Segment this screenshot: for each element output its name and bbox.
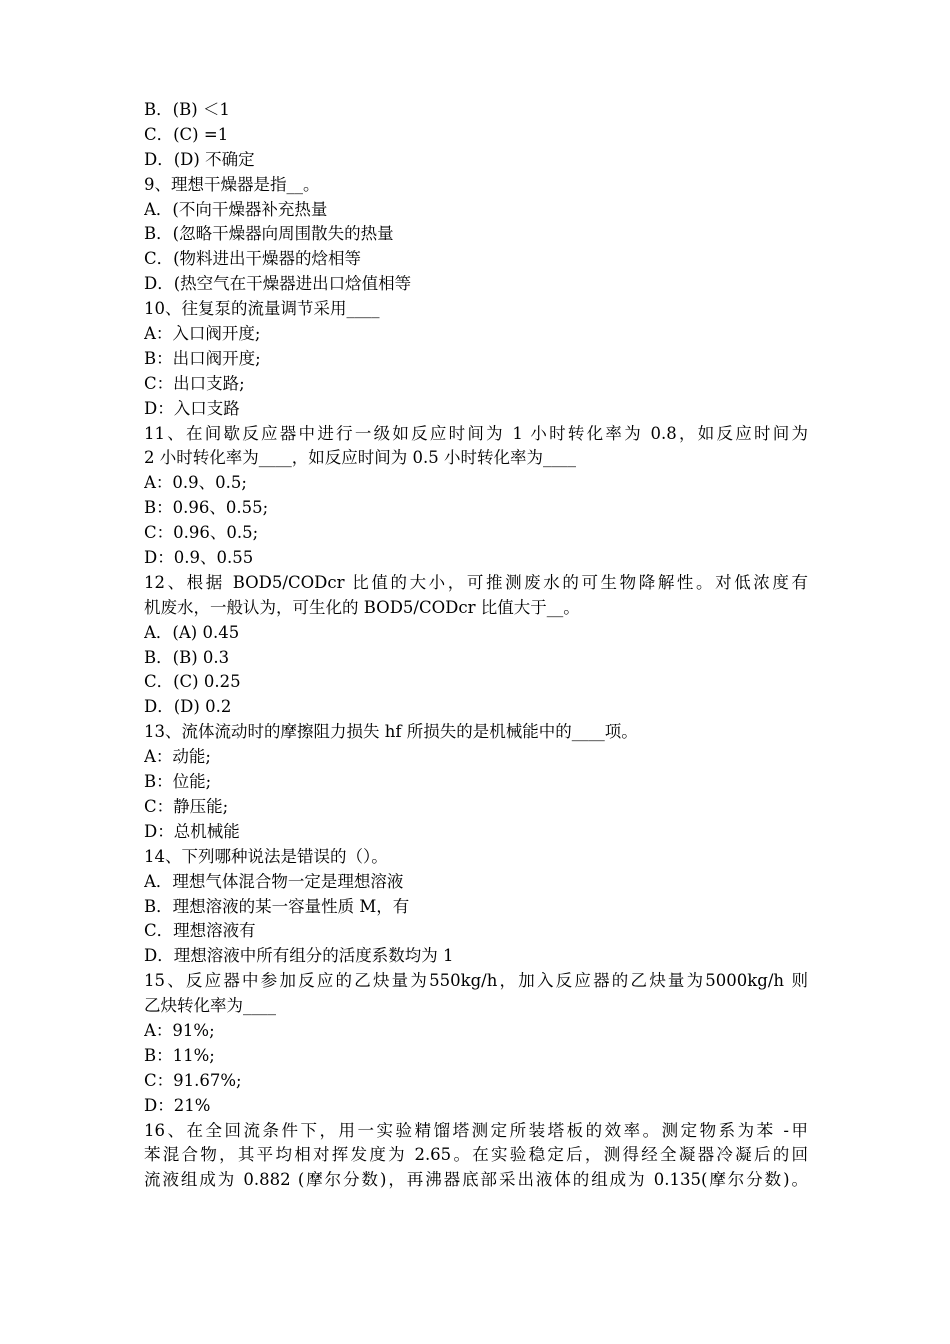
- text-line: B：出口阀开度;: [144, 348, 261, 368]
- text-line: 机废水，一般认为，可生化的 BOD5/CODcr 比值大于__。: [144, 597, 580, 617]
- text-line: 10、往复泵的流量调节采用____: [144, 299, 380, 319]
- text-line: C．理想溶液有: [144, 921, 256, 941]
- text-line: C：出口支路;: [144, 373, 245, 393]
- text-line: C：91.67%;: [144, 1070, 242, 1090]
- text-line: B．理想溶液的某一容量性质 M，有: [144, 896, 410, 916]
- text-line: D．理想溶液中所有组分的活度系数均为 1: [144, 946, 454, 966]
- text-line: A：0.9、0.5;: [144, 473, 247, 493]
- text-line: C：0.96、0.5;: [144, 523, 259, 543]
- text-line: B：位能;: [144, 772, 212, 792]
- text-line: 9、理想干燥器是指__。: [144, 174, 320, 194]
- text-line: 15、反应器中参加反应的乙炔量为550kg/h，加入反应器的乙炔量为5000kg/h 则: [144, 971, 808, 991]
- text-line: A：动能;: [144, 747, 211, 767]
- text-line: B．(B) ＜1: [144, 100, 230, 119]
- text-line: C：静压能;: [144, 796, 229, 816]
- document-page: [144, 98, 808, 1193]
- text-line: C．(C) =1: [144, 124, 229, 144]
- text-line: A．(不向干燥器补充热量: [144, 199, 328, 219]
- text-line: A：入口阀开度;: [144, 324, 261, 344]
- text-line: D：0.9、0.55: [144, 548, 254, 568]
- text-line: A．(A) 0.45: [144, 622, 240, 642]
- text-line: D．(D) 不确定: [144, 149, 255, 169]
- text-line: D：入口支路: [144, 398, 240, 418]
- text-line: B．(B) 0.3: [144, 647, 230, 667]
- text-line: 13、流体流动时的摩擦阻力损失 hf 所损失的是机械能中的____项。: [144, 722, 638, 742]
- text-line: D．(热空气在干燥器进出口焓值相等: [144, 274, 412, 294]
- text-line: C．(物料进出干燥器的焓相等: [144, 249, 362, 269]
- text-line: 苯混合物，其平均相对挥发度为 2.65。在实验稳定后，测得经全凝器冷凝后的回: [144, 1145, 808, 1165]
- text-line: D：总机械能: [144, 821, 240, 841]
- text-line: 16、在全回流条件下，用一实验精馏塔测定所装塔板的效率。测定物系为苯 -甲: [144, 1120, 808, 1140]
- text-line: B：0.96、0.55;: [144, 498, 269, 518]
- text-line: C．(C) 0.25: [144, 672, 241, 692]
- text-line: A：91%;: [144, 1020, 215, 1040]
- text-line: 流液组成为 0.882 (摩尔分数)，再沸器底部采出液体的组成为 0.135(摩尔分数)。: [144, 1170, 808, 1190]
- text-line: 2 小时转化率为____，如反应时间为 0.5 小时转化率为____: [144, 448, 576, 468]
- text-line: A．理想气体混合物一定是理想溶液: [144, 871, 404, 891]
- text-line: B：11%;: [144, 1045, 215, 1065]
- text-line: D．(D) 0.2: [144, 697, 232, 717]
- text-line: D：21%: [144, 1095, 211, 1115]
- text-line: 14、下列哪种说法是错误的（）。: [144, 846, 388, 866]
- text-line: B．(忽略干燥器向周围散失的热量: [144, 224, 394, 244]
- text-line: 乙炔转化率为____: [144, 996, 276, 1016]
- text-line: 11、在间歇反应器中进行一级如反应时间为 1 小时转化率为 0.8，如反应时间为: [144, 423, 808, 443]
- text-line: 12、根据 BOD5/CODcr 比值的大小，可推测废水的可生物降解性。对低浓度有: [144, 572, 808, 592]
